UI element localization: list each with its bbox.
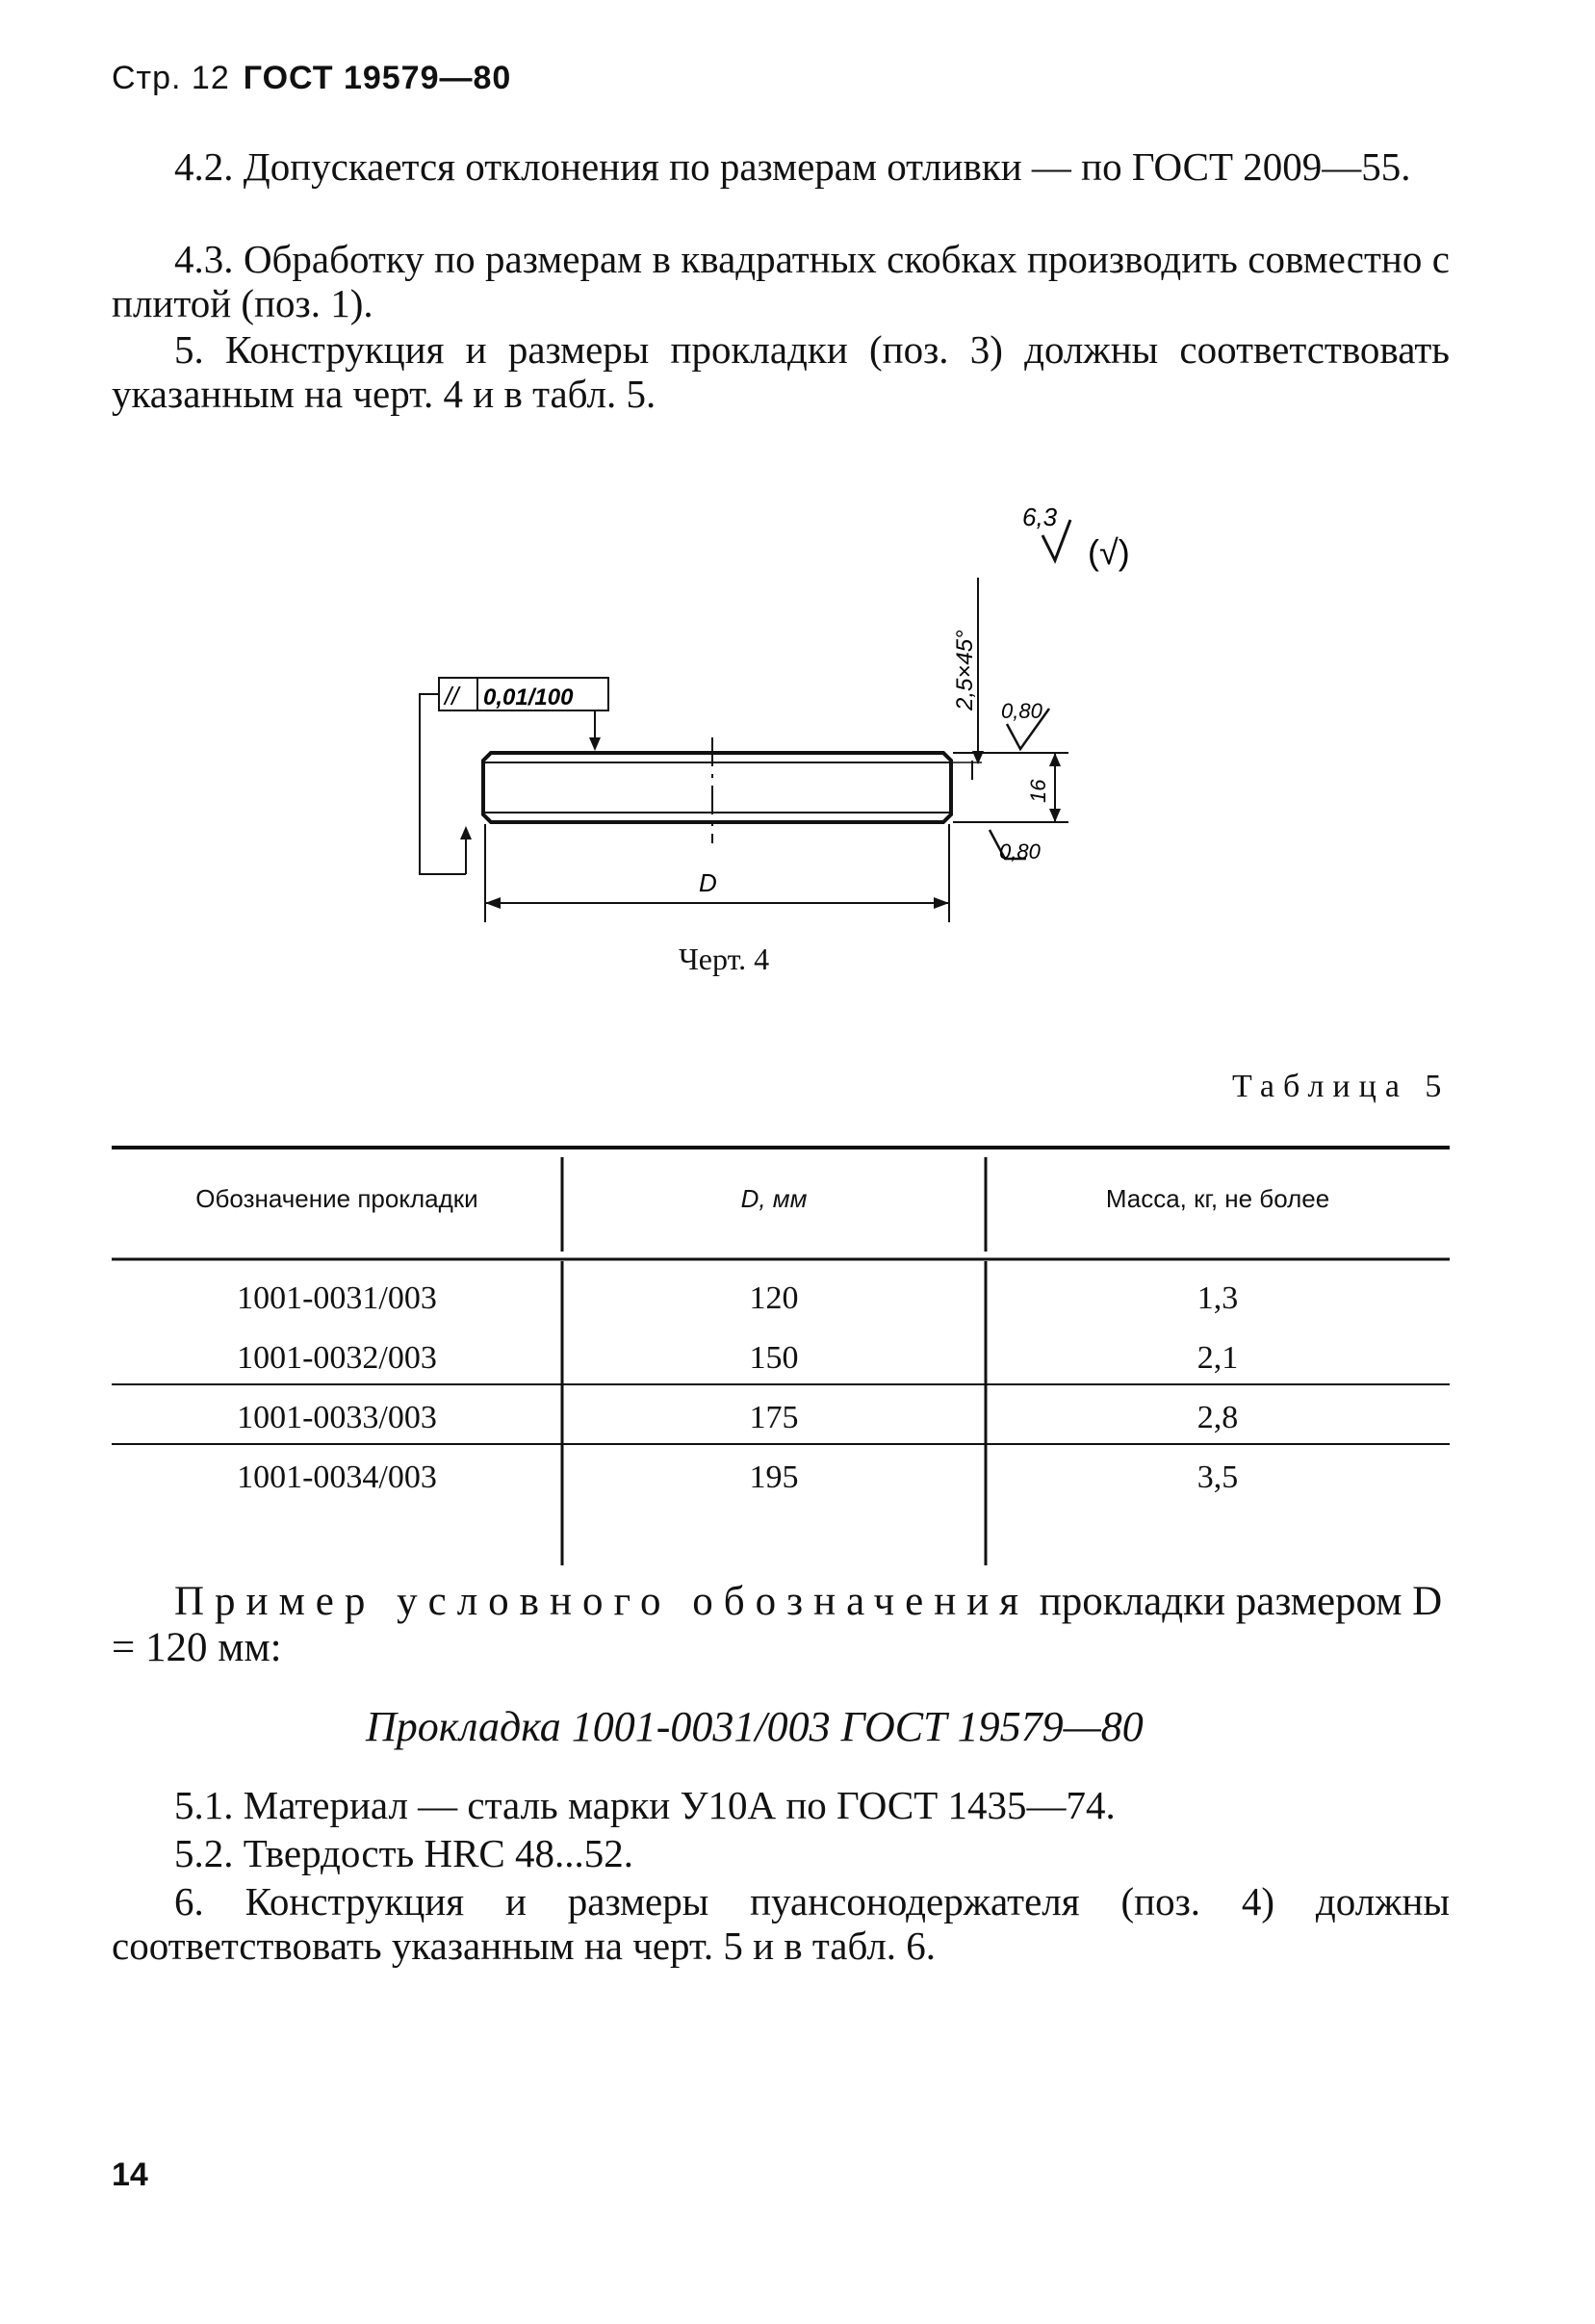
table-cell: 175 xyxy=(749,1400,799,1435)
d-arrow-left xyxy=(485,897,501,909)
table-cell: 150 xyxy=(749,1340,799,1376)
table-cell: 1,3 xyxy=(1196,1280,1239,1316)
table-cell: 2,8 xyxy=(1196,1400,1239,1435)
paragraph-6: 6. Конструкция и размеры пуансонодержателя (поз. 4) должны соответствовать указанным на черт. 5 и в табл. 6. xyxy=(112,1879,1450,1968)
table-cell: 195 xyxy=(749,1459,799,1495)
d-arrow-right xyxy=(934,897,949,909)
drawing-4 xyxy=(385,481,1174,992)
tolerance-value: 0,01/100 xyxy=(483,684,574,710)
paragraph-4-2: 4.2. Допускается отклонения по размерам отливки — по ГОСТ 2009—55. xyxy=(174,144,1411,189)
page-header xyxy=(112,60,511,97)
table-cell: 1001-0034/003 xyxy=(237,1459,437,1495)
table-cell: 3,5 xyxy=(1196,1459,1239,1495)
roughness-upper-value: 0,80 xyxy=(1001,699,1042,723)
roughness-lower-value: 0,80 xyxy=(999,839,1041,864)
table-cell: 1001-0033/003 xyxy=(237,1400,437,1435)
table-5 xyxy=(112,1146,1450,1569)
frame-arrowhead xyxy=(589,737,601,751)
example-designation: Прокладка 1001-0031/003 ГОСТ 19579—80 xyxy=(366,1703,1144,1750)
table-cell: 1001-0031/003 xyxy=(237,1280,437,1316)
gost-ref: ГОСТ 19579—80 xyxy=(243,60,512,96)
paragraph-5-2: 5.2. Твердость HRC 48...52. xyxy=(174,1831,634,1875)
page-ref: Стр. 12 xyxy=(112,60,230,96)
roughness-general-value: 6,3 xyxy=(1022,503,1058,531)
example-paragraph xyxy=(112,1579,1450,1671)
thickness-value: 16 xyxy=(1026,779,1050,803)
roughness-paren: (√) xyxy=(1088,532,1130,572)
example-rest: прокладки размером D = 120 мм: xyxy=(112,1579,1443,1670)
thickness-arrow-top xyxy=(1049,753,1061,766)
paragraph-5: 5. Конструкция и размеры прокладки (поз. 3) должны соответствовать указанным на черт. 4 и в табл. 5. xyxy=(112,327,1450,416)
table-cell: 2,1 xyxy=(1196,1340,1239,1376)
page-number: 14 xyxy=(112,2156,148,2193)
diameter-label: D xyxy=(699,868,717,897)
table-caption: Таблица 5 xyxy=(1232,1069,1451,1104)
table-cell: 120 xyxy=(749,1280,799,1316)
thickness-arrow-bottom xyxy=(1049,809,1061,822)
table-header-designation: Обозначение прокладки xyxy=(195,1184,478,1213)
paragraph-5-1: 5.1. Материал — сталь марки У10А по ГОСТ 1435—74. xyxy=(174,1783,1116,1827)
chamfer-label: 2,5×45° xyxy=(952,630,978,710)
example-lead: Пример условного обозначения xyxy=(174,1579,1030,1624)
table-header-diameter: D, мм xyxy=(740,1184,808,1213)
datum-arrowhead xyxy=(460,826,472,839)
drawing-caption: Черт. 4 xyxy=(679,942,770,976)
tolerance-symbol: // xyxy=(445,682,459,710)
table-cell: 1001-0032/003 xyxy=(237,1340,437,1376)
paragraph-4-3: 4.3. Обработку по размерам в квадратных скобках производить совместно с плитой (поз. 1). xyxy=(112,237,1450,325)
table-header-mass: Масса, кг, не более xyxy=(1105,1184,1330,1213)
tolerance-leader xyxy=(420,694,466,874)
